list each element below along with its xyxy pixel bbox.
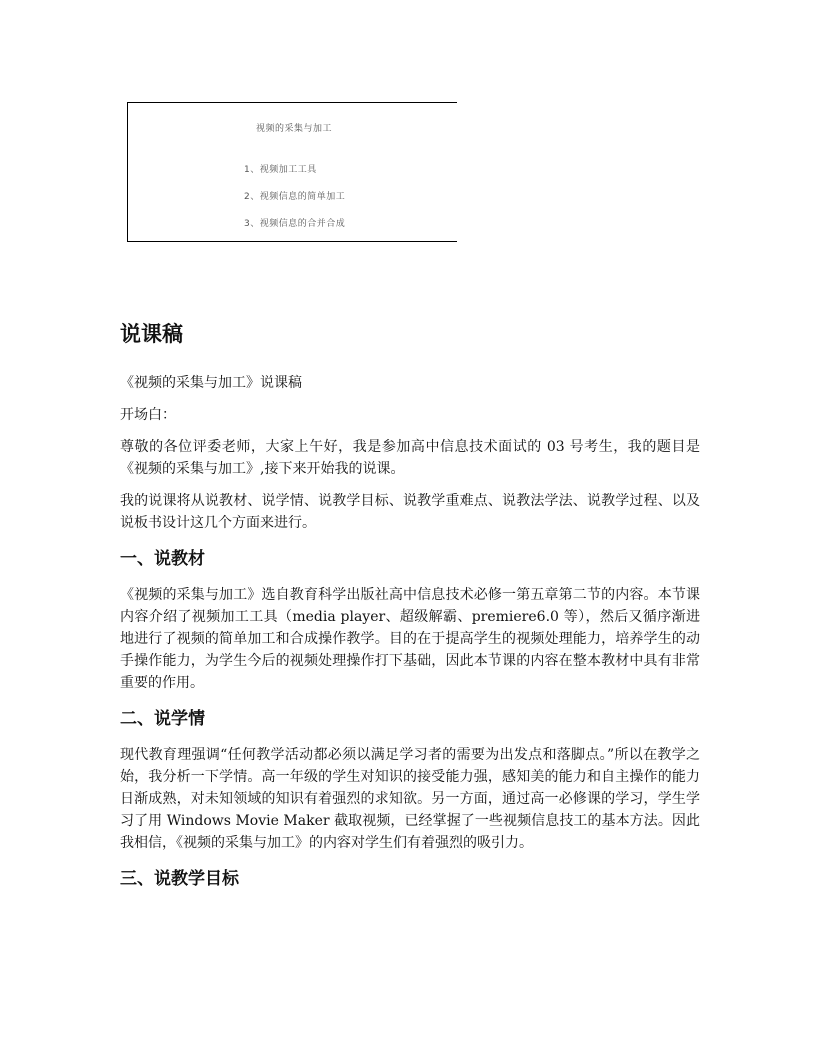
section-heading-students: 二、说学情 [120,709,205,729]
section-text-textbook: 《视频的采集与加工》选自教育科学出版社高中信息技术必修一第五章第二节的内容。本节课内容介绍了视频加工工具（media player、超级解霸、premiere6.0 等），然后又循序渐进地进行了视频的简单加工和合成操作教学。目的在于提高学生的视频处理能力，培养学生的动手操作能力，为学生今后的视频处理操作打下基础，因此本节课的内容在整本教材中具有非常重要的作用。 [120,587,700,691]
outline-paragraph: 我的说课将从说教材、说学情、说教学目标、说教学重难点、说教法学法、说教学过程、以及说板书设计这几个方面来进行。 [120,493,700,531]
board-item-1: 1、视频加工工具 [244,165,317,175]
subtitle: 《视频的采集与加工》说课稿 [120,375,302,391]
intro-paragraph: 尊敬的各位评委老师，大家上午好，我是参加高中信息技术面试的 03 号考生，我的题目是《视频的采集与加工》,接下来开始我的说课。 [120,439,700,477]
document-title: 说课稿 [120,322,183,346]
blackboard-design-box [127,102,457,242]
board-item-2: 2、视频信息的简单加工 [244,192,346,202]
opening-label: 开场白： [120,407,176,423]
document-body [120,372,700,904]
section-text-students: 现代教育理强调“任何教学活动都必须以满足学习者的需要为出发点和落脚点。”所以在教学之始，我分析一下学情。高一年级的学生对知识的接受能力强，感知美的能力和自主操作的能力日渐成熟，对未知领域的知识有着强烈的求知欲。另一方面，通过高一必修课的学习，学生学习了用 Windows Movie Maker 截取视频，已经掌握了一些视频信息技工的基本方法。因此我相信，《视频的采集与加工》的内容对学生们有着强烈的吸引力。 [120,747,700,851]
section-heading-textbook: 一、说教材 [120,549,205,569]
board-title: 视频的采集与加工 [256,124,333,134]
board-item-3: 3、视频信息的合并合成 [244,219,346,229]
section-heading-objectives: 三、说教学目标 [120,869,239,889]
